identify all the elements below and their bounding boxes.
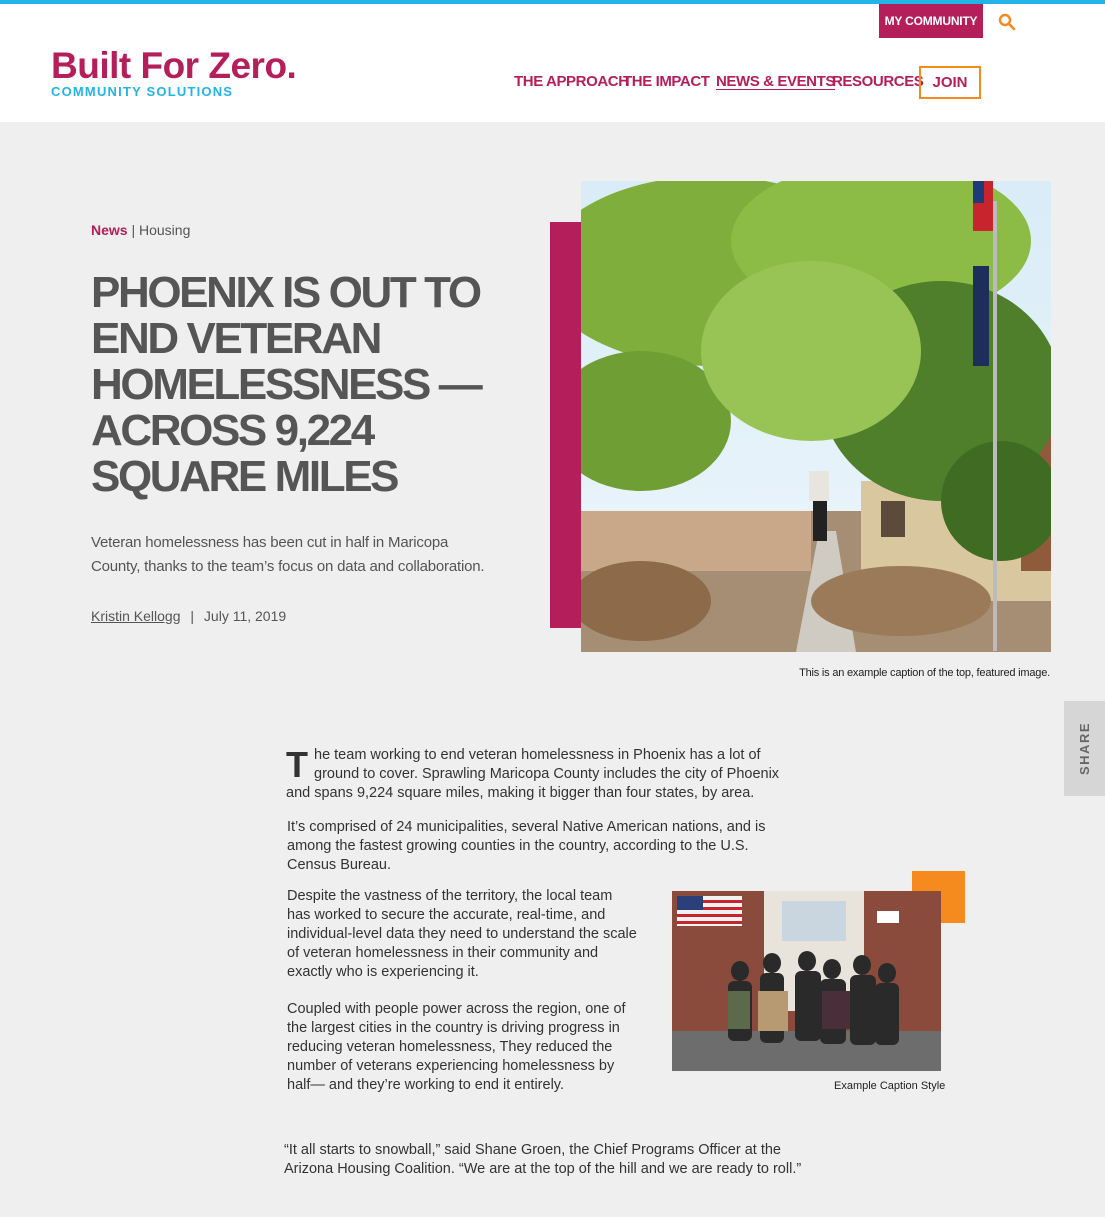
byline-separator: | <box>190 608 195 624</box>
article-subtitle: Veteran homelessness has been cut in half in Maricopa County, thanks to the team’s focus on data and collaboration. <box>91 534 485 575</box>
publish-date: July 11, 2019 <box>203 608 287 624</box>
breadcrumb <box>91 222 190 238</box>
nav-news-events[interactable]: NEWS & EVENTS <box>716 73 835 90</box>
paragraph-text: he team working to end veteran homelessness in Phoenix has a lot of ground to cover. Sprawling Maricopa County includes the city of Phoenix and spans 9,224 square miles, making it bigger than four states, by area. <box>286 747 780 801</box>
nav-the-approach[interactable]: THE APPROACH <box>514 73 629 90</box>
byline <box>91 608 286 624</box>
article-paragraph <box>286 746 806 803</box>
hero-accent-bar <box>550 222 581 628</box>
join-button[interactable]: JOIN <box>919 66 981 99</box>
hero-caption: This is an example caption of the top, featured image. <box>799 667 1050 679</box>
logo-tagline: COMMUNITY SOLUTIONS <box>51 84 234 99</box>
hero-illustration <box>581 181 1051 652</box>
team-photo <box>672 891 941 1071</box>
article-paragraph: Despite the vastness of the territory, the local team has worked to secure the accurate, real-time, and individual-level data they need to understand the scale of veteran homelessness in their community and exactly who is experiencing it. <box>287 888 637 980</box>
article-paragraph: Coupled with people power across the region, one of the largest cities in the country is driving progress in reducing veteran homelessness, They reduced the number of veterans experiencing homelessness by half— and they’re working to end it entirely. <box>287 1001 626 1093</box>
article-quote: “It all starts to snowball,” said Shane Groen, the Chief Programs Officer at the Arizona Housing Coalition. “We are at the top of the hill and we are ready to roll.” <box>284 1142 802 1177</box>
hero-image <box>581 181 1051 652</box>
share-label: SHARE <box>1077 721 1093 776</box>
breadcrumb-separator: | <box>131 222 139 238</box>
drop-cap: T <box>286 744 308 785</box>
logo-wordmark: Built For Zero. <box>51 45 297 86</box>
my-community-button[interactable]: MY COMMUNITY <box>879 4 983 38</box>
author-link[interactable]: Kristin Kellogg <box>91 608 181 624</box>
site-logo[interactable] <box>51 46 296 99</box>
nav-the-impact[interactable]: THE IMPACT <box>623 73 710 90</box>
team-photo-caption: Example Caption Style <box>834 1080 946 1092</box>
search-icon[interactable] <box>998 13 1016 31</box>
article-title: PHOENIX IS OUT TO END VETERAN HOMELESSNESS — ACROSS 9,224 SQUARE MILES <box>91 268 481 501</box>
article-paragraph: It’s comprised of 24 municipalities, several Native American nations, and is among the fastest growing counties in the country, according to the U.S. Census Bureau. <box>287 819 766 873</box>
breadcrumb-category[interactable]: News <box>91 222 128 238</box>
team-illustration <box>672 891 941 1071</box>
breadcrumb-subcategory[interactable]: Housing <box>139 222 191 238</box>
share-tab[interactable] <box>1064 701 1105 796</box>
nav-resources[interactable]: RESOURCES <box>832 73 924 90</box>
